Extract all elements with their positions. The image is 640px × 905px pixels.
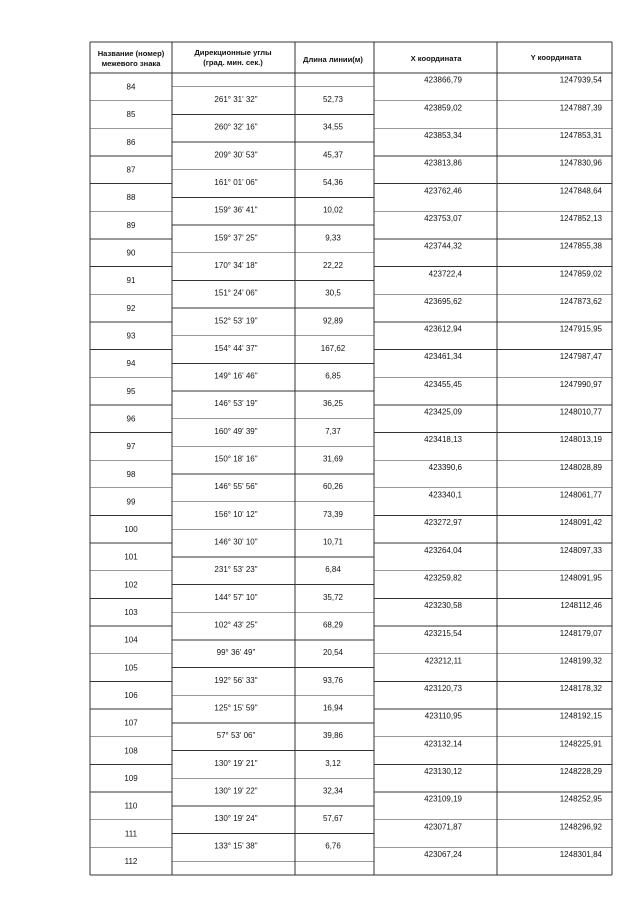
direction-angle: 161° 01' 06": [214, 178, 258, 188]
x-coordinate: 423722,4: [428, 269, 462, 279]
y-coordinate: 1248179,07: [559, 628, 602, 638]
x-coordinate: 423259,82: [424, 573, 462, 583]
y-coordinate: 1248061,77: [559, 490, 602, 500]
direction-angle: 151° 24' 06": [214, 288, 258, 298]
point-name: 100: [124, 525, 138, 535]
direction-angle: 130° 19' 24": [214, 814, 258, 824]
point-name: 88: [126, 193, 136, 203]
direction-angle: 156° 10' 12": [214, 509, 258, 519]
x-coordinate: 423120,73: [424, 684, 462, 694]
direction-angle: 159° 36' 41": [214, 205, 258, 215]
x-coordinate: 423813,86: [424, 158, 462, 168]
direction-angle: 125° 15' 59": [214, 703, 258, 713]
x-coordinate: 423215,54: [424, 628, 462, 638]
header-name-line1: Название (номер): [97, 49, 165, 58]
point-name: 85: [126, 110, 136, 120]
line-length: 31,69: [322, 454, 344, 464]
direction-angle: 149° 16' 46": [214, 371, 258, 381]
x-coordinate: 423866,79: [424, 75, 462, 85]
header-name-line2: межевого знака: [101, 59, 161, 68]
x-coordinate: 423425,09: [424, 407, 462, 417]
line-length: 60,26: [322, 482, 344, 492]
header-x-coordinate: X координата: [410, 54, 462, 63]
y-coordinate: 1248028,89: [559, 462, 602, 472]
x-coordinate: 423340,1: [428, 490, 462, 500]
y-coordinate: 1247852,13: [559, 213, 602, 223]
header-length: Длина линии(м): [303, 55, 363, 64]
line-length: 73,39: [322, 509, 344, 519]
x-coordinate: 423132,14: [424, 739, 462, 749]
point-name: 98: [126, 469, 136, 479]
line-length: 3,12: [325, 758, 341, 768]
table-grid: [90, 42, 612, 875]
header-y-coordinate: Y координата: [530, 53, 582, 62]
x-coordinate: 423461,34: [424, 352, 462, 362]
direction-angle: 209° 30' 53": [214, 150, 258, 160]
point-name: 104: [124, 635, 138, 645]
x-coordinate: 423230,58: [424, 601, 462, 611]
x-coordinate: 423130,12: [424, 767, 462, 777]
x-coordinate: 423744,32: [424, 241, 462, 251]
line-length: 57,67: [322, 814, 344, 824]
line-length: 167,62: [320, 343, 346, 353]
point-name: 110: [124, 801, 138, 811]
y-coordinate: 1248112,46: [560, 601, 602, 611]
point-name: 105: [124, 663, 138, 673]
y-coordinate: 1247887,39: [559, 103, 602, 113]
point-name: 92: [126, 303, 136, 313]
point-name: 94: [126, 359, 136, 369]
point-name: 108: [124, 746, 138, 756]
line-length: 6,76: [325, 841, 341, 851]
table-body: [124, 76, 602, 866]
direction-angle: 192° 56' 33": [214, 675, 258, 685]
x-coordinate: 423110,95: [424, 711, 462, 721]
y-coordinate: 1247915,95: [559, 324, 602, 334]
point-name: 95: [126, 386, 136, 396]
point-name: 101: [124, 552, 138, 562]
direction-angle: 152° 53' 19": [214, 316, 258, 326]
direction-angle: 170° 34' 18": [214, 260, 258, 270]
direction-angle: 130° 19' 22": [214, 786, 258, 796]
line-length: 68,29: [322, 620, 344, 630]
y-coordinate: 1248091,42: [559, 518, 602, 528]
point-name: 103: [124, 608, 138, 618]
line-length: 34,55: [322, 122, 344, 132]
x-coordinate: 423853,34: [424, 130, 462, 140]
line-length: 6,84: [325, 565, 341, 575]
y-coordinate: 1248192,15: [559, 711, 602, 721]
x-coordinate: 423762,46: [424, 186, 462, 196]
line-length: 35,72: [322, 592, 344, 602]
y-coordinate: 1248225,91: [559, 739, 602, 749]
line-length: 30,5: [325, 288, 341, 298]
direction-angle: 99° 36' 49": [216, 648, 256, 658]
line-length: 92,89: [322, 316, 344, 326]
table-header: [98, 48, 582, 68]
direction-angle: 160° 49' 39": [214, 426, 258, 436]
y-coordinate: 1247873,62: [559, 296, 602, 306]
y-coordinate: 1248252,95: [559, 794, 602, 804]
line-length: 45,37: [322, 150, 344, 160]
direction-angle: 130° 19' 21": [214, 758, 258, 768]
y-coordinate: 1248097,33: [559, 545, 602, 555]
line-length: 16,94: [322, 703, 344, 713]
line-length: 10,02: [322, 205, 344, 215]
y-coordinate: 1247830,96: [559, 158, 602, 168]
y-coordinate: 1248296,92: [559, 822, 602, 832]
point-name: 86: [126, 137, 136, 147]
x-coordinate: 423695,62: [424, 296, 462, 306]
header-angle-line1: Дирекционные углы: [194, 48, 272, 57]
direction-angle: 146° 53' 19": [214, 399, 258, 409]
x-coordinate: 423859,02: [424, 103, 462, 113]
y-coordinate: 1248091,95: [559, 573, 602, 583]
point-name: 99: [126, 497, 136, 507]
point-name: 91: [126, 276, 136, 286]
x-coordinate: 423455,45: [424, 379, 462, 389]
x-coordinate: 423612,94: [424, 324, 462, 334]
point-name: 107: [124, 718, 138, 728]
direction-angle: 146° 55' 56": [214, 482, 258, 492]
y-coordinate: 1247848,64: [559, 186, 602, 196]
direction-angle: 57° 53' 06": [216, 731, 256, 741]
line-length: 36,25: [322, 399, 344, 409]
point-name: 102: [124, 580, 138, 590]
x-coordinate: 423418,13: [424, 435, 462, 445]
line-length: 32,34: [322, 786, 344, 796]
y-coordinate: 1247853,31: [559, 130, 602, 140]
point-name: 84: [126, 82, 136, 92]
line-length: 54,36: [322, 178, 344, 188]
line-length: 9,33: [325, 233, 341, 243]
y-coordinate: 1247855,38: [559, 241, 602, 251]
point-name: 106: [124, 691, 138, 701]
point-name: 96: [126, 414, 136, 424]
y-coordinate: 1248199,32: [559, 656, 602, 666]
y-coordinate: 1248301,84: [559, 850, 602, 860]
direction-angle: 102° 43' 25": [214, 620, 258, 630]
direction-angle: 260° 32' 16": [214, 122, 258, 132]
point-name: 112: [124, 856, 138, 866]
point-name: 90: [126, 248, 136, 258]
direction-angle: 144° 57' 10": [214, 592, 258, 602]
y-coordinate: 1247859,02: [559, 269, 602, 279]
x-coordinate: 423390,6: [428, 462, 462, 472]
x-coordinate: 423109,19: [424, 794, 462, 804]
line-length: 7,37: [325, 426, 341, 436]
y-coordinate: 1248228,29: [559, 767, 602, 777]
y-coordinate: 1247990,97: [559, 379, 602, 389]
line-length: 39,86: [322, 731, 344, 741]
x-coordinate: 423272,97: [424, 518, 462, 528]
y-coordinate: 1247987,47: [559, 352, 602, 362]
point-name: 111: [124, 829, 138, 839]
line-length: 93,76: [322, 675, 344, 685]
y-coordinate: 1248013,19: [559, 435, 602, 445]
x-coordinate: 423212,11: [424, 656, 462, 666]
point-name: 109: [124, 773, 138, 783]
direction-angle: 231° 53' 23": [214, 565, 258, 575]
x-coordinate: 423071,87: [424, 822, 462, 832]
direction-angle: 159° 37' 25": [214, 233, 258, 243]
line-length: 52,73: [322, 95, 344, 105]
x-coordinate: 423067,24: [424, 850, 462, 860]
y-coordinate: 1248010,77: [559, 407, 602, 417]
point-name: 97: [126, 442, 136, 452]
x-coordinate: 423264,04: [424, 545, 462, 555]
line-length: 22,22: [322, 260, 344, 270]
x-coordinate: 423753,07: [424, 213, 462, 223]
point-name: 89: [126, 220, 136, 230]
line-length: 10,71: [322, 537, 344, 547]
direction-angle: 150° 18' 16": [214, 454, 258, 464]
header-angle-line2: (град. мин. сек.): [203, 58, 263, 67]
direction-angle: 154° 44' 37": [214, 343, 258, 353]
direction-angle: 261° 31' 32": [214, 95, 258, 105]
direction-angle: 146° 30' 10": [214, 537, 258, 547]
point-name: 93: [126, 331, 136, 341]
point-name: 87: [126, 165, 136, 175]
y-coordinate: 1247939,54: [559, 75, 602, 85]
y-coordinate: 1248178,32: [559, 684, 602, 694]
direction-angle: 133° 15' 38": [214, 841, 258, 851]
line-length: 20,54: [322, 648, 344, 658]
line-length: 6,85: [325, 371, 341, 381]
